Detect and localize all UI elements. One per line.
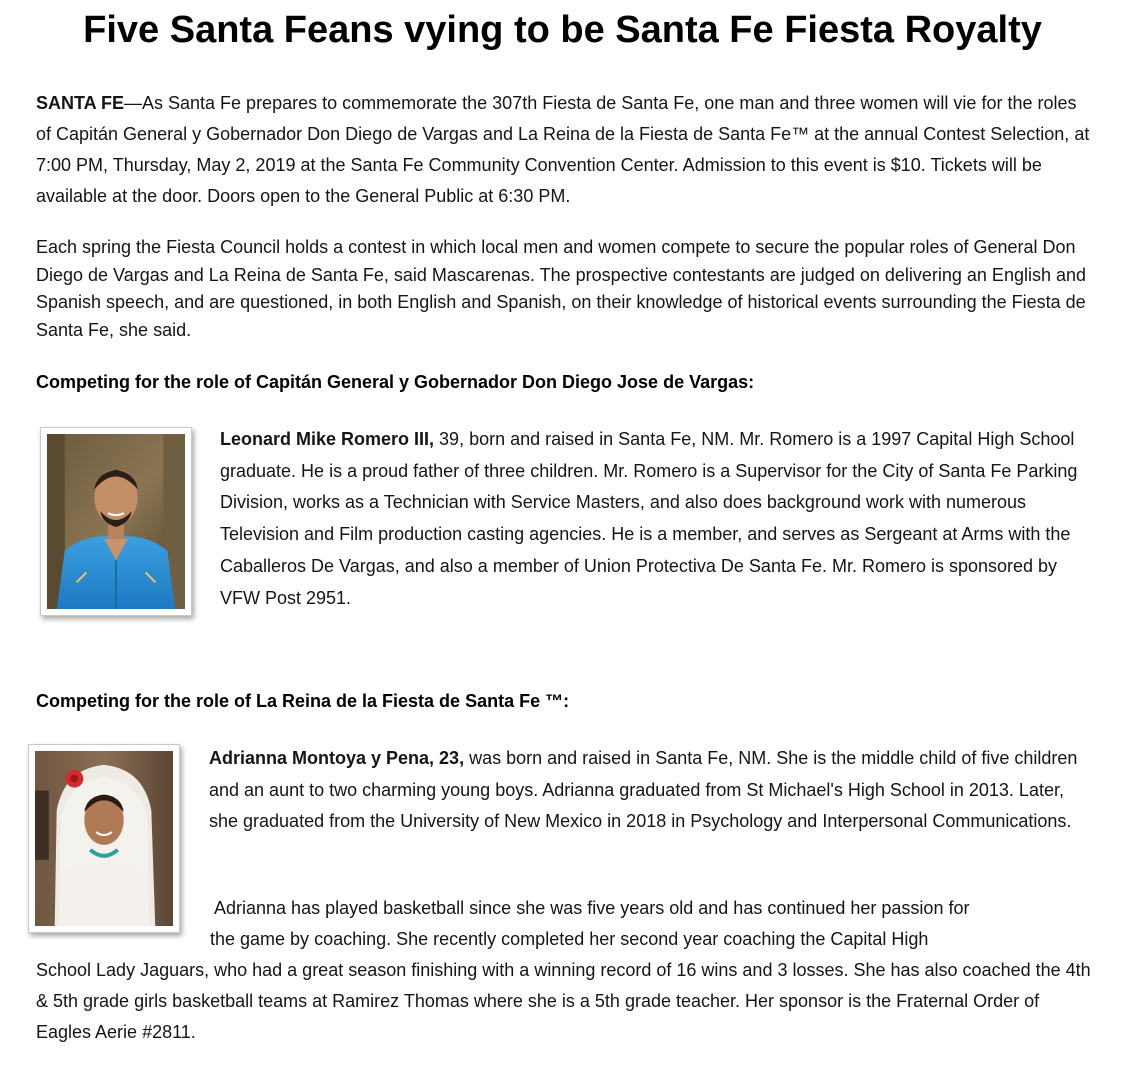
bio2-line1: Adrianna has played basketball since she was five years old and has continued her passion for xyxy=(214,898,970,918)
contestant-name-montoya: Adrianna Montoya y Pena, 23, xyxy=(209,748,465,768)
section-heading-general: Competing for the role of Capitán General y Gobernador Don Diego Jose de Vargas: xyxy=(36,372,755,392)
intro-text: —As Santa Fe prepares to commemorate the 307th Fiesta de Santa Fe, one man and three women will vie for the roles of Capitán General y Gobernador Don Diego de Vargas and La Reina de la Fiesta de Santa Fe™ at the annual Contest Selection, at 7:00 PM, Thursday, May 2, 2019 at the Santa Fe Community Convention Center. Admission to this event is $10. Tickets will be available at the door. Doors open to the General Public at 6:30 PM. xyxy=(36,93,1090,206)
portrait-man-image xyxy=(47,434,185,609)
bio-romero xyxy=(220,424,1090,614)
contestant-photo-romero xyxy=(40,427,192,616)
contest-description-paragraph: Each spring the Fiesta Council holds a contest in which local men and women compete to secure the popular roles of General Don Diego de Vargas and La Reina de Santa Fe, said Mascarenas. The prospective contestants are judged on delivering an English and Spanish speech, and are questioned, in both English and Spanish, on their knowledge of historical events surrounding the Fiesta de Santa Fe, she said. xyxy=(36,237,1087,340)
intro-paragraph xyxy=(36,88,1096,212)
bio-montoya xyxy=(209,743,1089,838)
bio-text-romero: 39, born and raised in Santa Fe, NM. Mr. Romero is a 1997 Capital High School graduate. He is a proud father of three children. Mr. Romero is a Supervisor for the City of Santa Fe Parking Division, works as a Technician with Service Masters, and also does background work with numerous Television and Film production casting agencies. He is a member, and serves as Sergeant at Arms with the Caballeros De Vargas, and also a member of Union Protectiva De Santa Fe. Mr. Romero is sponsored by VFW Post 2951. xyxy=(220,429,1078,608)
bio2-line2: the game by coaching. She recently completed her second year coaching the Capital High xyxy=(210,929,929,949)
contestant-photo-montoya xyxy=(28,744,180,933)
bio-text-montoya: was born and raised in Santa Fe, NM. She is the middle child of five children and an aunt to two charming young boys. Adrianna graduated from St Michael's High School in 2013. Later, she graduated from the University of New Mexico in 2018 in Psychology and Interpersonal Communications. xyxy=(209,748,1078,831)
bio2-montoya-rest: School Lady Jaguars, who had a great season finishing with a winning record of 16 wins and 3 losses. She has also coached the 4th & 5th grade girls basketball teams at Ramirez Thomas where she is a 5th grade teacher. Her sponsor is the Fraternal Order of Eagles Aerie #2811. xyxy=(36,960,1091,1042)
article-title: Five Santa Feans vying to be Santa Fe Fiesta Royalty xyxy=(83,9,1042,51)
dateline: SANTA FE xyxy=(36,93,124,113)
portrait-woman-image xyxy=(35,751,173,926)
section-heading-reina: Competing for the role of La Reina de la Fiesta de Santa Fe ™: xyxy=(36,691,570,711)
contestant-name-romero: Leonard Mike Romero III, xyxy=(220,429,435,449)
bio2-montoya-top xyxy=(210,893,1094,955)
